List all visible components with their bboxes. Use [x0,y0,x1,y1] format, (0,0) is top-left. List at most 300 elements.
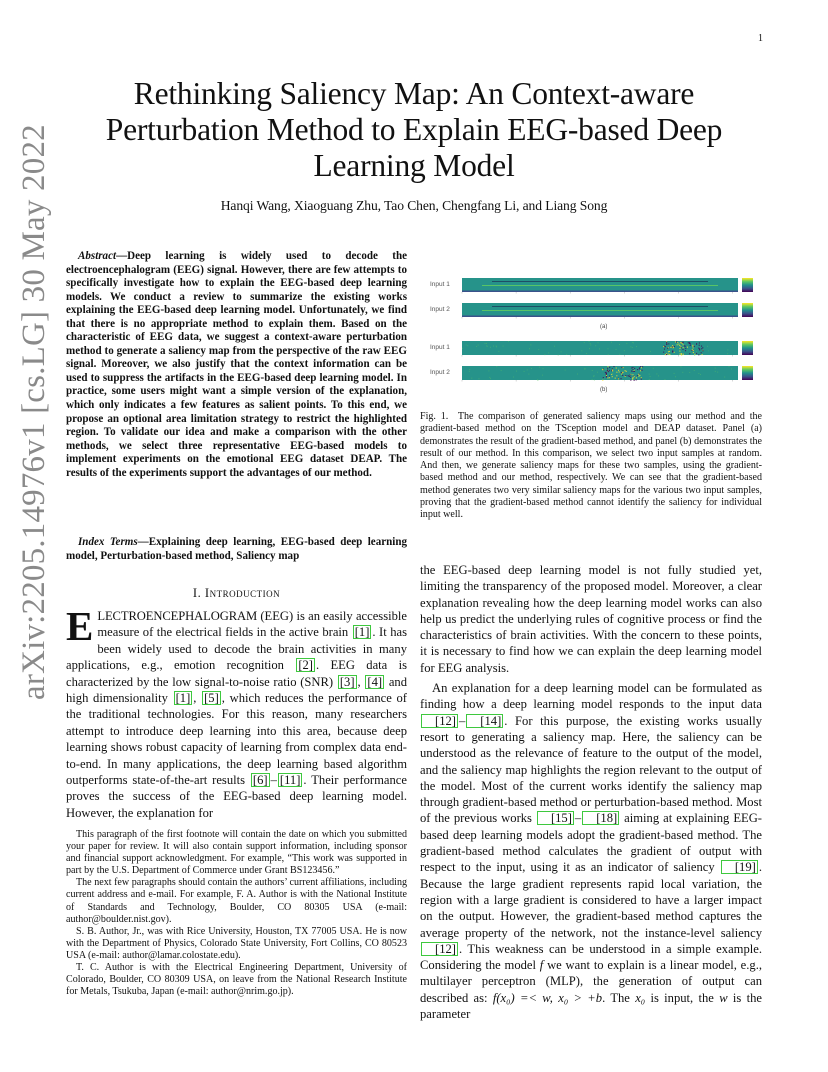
heatmap-pixel [602,369,603,370]
heatmap-pixel [689,353,690,354]
heatmap-pixel [618,378,619,379]
heatmap-pixel [639,368,640,369]
heatmap-pixel [630,374,631,375]
heatmap-pixel [696,352,697,353]
heatmap-pixel [524,371,525,372]
figure-label: Fig. 1. [420,411,449,422]
heatmap-pixel [690,351,691,352]
heatmap-pixel [689,372,690,373]
body-text: . Because the large gradient represents rapid local variation, the region with a large gradient is considered to have a larger impact on the output. However, the gradient-based method captures the average property of the network, not the instance-level saliency [420,860,762,940]
body-paragraph: the EEG-based deep learning model is not fully studied yet, limiting the transparency of the proposed model. Moreover, a clear explanation revealing how the deep learning model works can also help us predict the underlying rules of cognitive process or find the characteristics of brain activities. With the concern to these points, it is necessary to find how we can explain the deep learning model for EEG analysis. [420,563,762,675]
heatmap-pixel [469,369,470,370]
footnote: T. C. Author is with the Electrical Engineering Department, University of Colorado, Boulder, CO 80309 USA, on leave from the National Research Institute for Metals, Tsukuba, Japan (e-mail: author@nrim.go.jp). [66,962,407,998]
heatmap-pixel [478,345,479,346]
heatmap-pixel [701,352,702,353]
heatmap-pixel [577,374,578,375]
body-text: is the parameter [420,990,762,1022]
heatmap-pixel [679,354,680,355]
citation-link[interactable]: [12] [421,714,458,728]
heatmap-pixel [649,379,650,380]
heatmap-pixel [592,379,593,380]
heatmap-pixel [467,345,468,346]
heatmap-pixel [637,369,638,370]
heatmap-pixel [593,376,594,377]
heatmap-pixel [613,366,614,367]
heatmap-pixel [669,351,670,352]
heatmap-pixel [638,374,639,375]
heatmap-pixel [622,372,623,373]
heatmap-pixel [626,371,627,372]
heatmap-pixel [639,376,640,377]
heatmap-pixel [682,342,683,343]
heatmap-pixel [663,346,664,347]
heatmap-pixel [586,353,587,354]
heatmap-pixel [548,352,549,353]
heatmap-pixel [693,352,694,353]
heatmap-pixel [632,369,633,370]
heatmap-pixel [621,372,622,373]
heatmap-pixel [611,374,612,375]
heatmap-pixel [634,380,635,381]
heatmap-pixel [631,367,632,368]
footnote: S. B. Author, Jr., was with Rice University, Houston, TX 77005 USA. He is now with the Department of Physics, Colorado State University, Fort Collins, CO 80523 USA (e-mail: author@lamar.colostate.edu). [66,925,407,961]
heatmap-pixel [668,343,669,344]
intro-text: , which reduces the performance of the traditional technologies. For this reason, many researchers attempt to introduce deep learning into this area, because deep learning shows robust capacity of learning from complex data end-to-end. In many applications, the deep learning based algorithm outperforms state-of-the-art results [66,691,407,788]
citation-link[interactable]: [2] [298,658,313,673]
heatmap-pixel [690,345,691,346]
citation-link[interactable]: [4] [367,674,383,689]
heatmap-pixel [699,345,700,346]
heatmap-pixel [612,368,613,369]
heatmap-pixel [674,352,675,353]
heatmap-pixel [674,373,675,374]
heatmap-pixel [636,379,637,380]
heatmap-pixel [618,370,619,371]
heatmap-pixel [590,345,591,346]
heatmap-pixel [543,368,544,369]
heatmap-pixel [594,380,595,381]
heatmap-pixel [589,348,590,349]
body-text: An explanation for a deep learning model can be formulated as finding how a deep learning model responds to the input data [420,681,762,712]
heatmap-pixel [727,353,728,354]
body-paragraph [420,680,762,1022]
heatmap-pixel [496,346,497,347]
heatmap-pixel [641,370,642,371]
heatmap-pixel [692,349,693,350]
heatmap-band [482,285,718,286]
heatmap-pixel [681,355,682,356]
colorbar [742,341,753,355]
heatmap-pixel [530,344,531,345]
heatmap-pixel [496,346,497,347]
heatmap-pixel [619,344,620,345]
heatmap-pixel [717,372,718,373]
heatmap-pixel [687,347,688,348]
index-terms-label: Index Terms [78,536,138,548]
intro-text: and high dimensionality [66,674,407,706]
intro-text: , [357,674,365,689]
heatmap-pixel [496,366,497,367]
heatmap-pixel [636,346,637,347]
heatmap-pixel [640,366,641,367]
heatmap-pixel [666,344,667,345]
heatmap-pixel [670,347,671,348]
heatmap-pixel [636,377,637,378]
heatmap-pixel [479,378,480,379]
heatmap-pixel [731,368,732,369]
page-number: 1 [758,33,763,44]
heatmap-pixel [619,354,620,355]
heatmap-pixel [650,376,651,377]
heatmap-pixel [668,351,669,352]
heatmap-pixel [637,375,638,376]
heatmap-pixel [585,368,586,369]
citation-link[interactable]: [15] [537,811,574,825]
heatmap-pixel [630,346,631,347]
heatmap-pixel [608,371,609,372]
heatmap-pixel [592,370,593,371]
heatmap-pixel [501,370,502,371]
heatmap-pixel [616,349,617,350]
body-text: we want to explain is a linear model, e.g., multilayer perceptron (MLP), the generation of output can described as: [420,958,762,1005]
math-inline: x₀ [635,990,646,1005]
heatmap-pixel [618,369,619,370]
abstract [66,250,407,480]
heatmap-pixel [584,342,585,343]
heatmap-pixel [634,370,635,371]
heatmap-pixel [684,345,685,346]
intro-text: . Their performance proves the success of the EEG-based deep learning model. However, the explanation for [66,773,407,820]
heatmap-pixel [607,370,608,371]
heatmap-pixel [641,379,642,380]
index-terms-text: Explaining deep learning, EEG-based deep learning model, Perturbation-based method, Saliency map [66,536,408,562]
heatmap-pixel [650,351,651,352]
heatmap-pixel [606,375,607,376]
heatmap-pixel [581,350,582,351]
heatmap-pixel [672,350,673,351]
heatmap-pixel [626,343,627,344]
heatmap-pixel [715,368,716,369]
saliency-heatmaps [424,272,780,400]
heatmap-pixel [687,350,688,351]
heatmap-pixel [489,377,490,378]
heatmap-pixel [603,377,604,378]
heatmap-pixel [701,346,702,347]
section-number: I. [192,586,202,600]
heatmap-pixel [698,373,699,374]
abstract-label: Abstract [78,250,117,262]
heatmap-pixel [653,368,654,369]
heatmap-pixel [612,376,613,377]
heatmap-pixel [639,375,640,376]
heatmap-pixel [715,371,716,372]
heatmap-pixel [702,354,703,355]
heatmap-pixel [538,349,539,350]
heatmap-pixel [640,370,641,371]
heatmap-pixel [685,350,686,351]
paper-title [60,76,768,184]
heatmap-pixel [611,342,612,343]
heatmap-pixel [680,342,681,343]
title-line: Rethinking Saliency Map: An Context-aware [133,76,695,111]
heatmap-pixel [694,346,695,347]
heatmap-pixel [658,375,659,376]
heatmap-pixel [621,367,622,368]
heatmap-pixel [589,341,590,342]
heatmap-pixel [590,343,591,344]
heatmap-pixel [690,343,691,344]
heatmap-pixel [683,354,684,355]
heatmap-pixel [633,377,634,378]
heatmap-pixel [633,371,634,372]
heatmap-pixel [621,373,622,374]
heatmap-pixel [677,342,678,343]
heatmap-pixel [685,348,686,349]
citation-link[interactable]: [6] [252,773,268,788]
heatmap-pixel [667,348,668,349]
index-terms-dash: — [137,536,149,548]
body-text-right [420,562,762,1022]
heatmap-pixel [699,349,700,350]
heatmap-pixel [668,354,669,355]
heatmap-pixel [542,375,543,376]
heatmap-strip [462,366,738,380]
heatmap-pixel [608,354,609,355]
drop-cap: E [66,603,94,649]
heatmap-pixel [612,369,613,370]
heatmap-pixel [485,343,486,344]
heatmap-pixel [609,375,610,376]
body-text: – [458,713,466,728]
heatmap-pixel [634,368,635,369]
heatmap-pixel [688,342,689,343]
intro-text: , [193,691,202,706]
heatmap-pixel [701,348,702,349]
heatmap-pixel [598,342,599,343]
heatmap-pixel [616,372,617,373]
heatmap-pixel [679,345,680,346]
heatmap-pixel [724,377,725,378]
heatmap-pixel [682,349,683,350]
math-inline: w [719,990,728,1005]
heatmap-pixel [622,375,623,376]
math-inline: f(x₀) =< w, x₀ > +b [492,990,603,1005]
heatmap-pixel [486,343,487,344]
heatmap-pixel [682,372,683,373]
heatmap-pixel [630,380,631,381]
heatmap-pixel [508,341,509,342]
heatmap-pixel [694,370,695,371]
heatmap-pixel [694,355,695,356]
citation-link[interactable]: [12] [421,942,458,956]
heatmap-pixel [625,375,626,376]
heatmap-pixel [594,375,595,376]
citation-link[interactable]: [18] [582,811,619,825]
heatmap-pixel [698,354,699,355]
heatmap-pixel [513,377,514,378]
heatmap-pixel [529,348,530,349]
row-label: Input 2 [430,306,450,313]
heatmap-pixel [503,346,504,347]
heatmap-pixel [656,374,657,375]
heatmap-pixel [692,347,693,348]
heatmap-pixel [607,368,608,369]
author-list: Hanqi Wang, Xiaoguang Zhu, Tao Chen, Chengfang Li, and Liang Song [220,198,608,213]
citation-link[interactable]: [19] [721,860,758,874]
heatmap-pixel [633,342,634,343]
arxiv-stamp: arXiv:2205.14976v1 [cs.LG] 30 May 2022 [16,124,52,700]
heatmap-pixel [632,379,633,380]
heatmap-pixel [696,343,697,344]
heatmap-pixel [476,346,477,347]
heatmap-pixel [689,343,690,344]
heatmap-band [482,310,718,311]
footnote: This paragraph of the first footnote will contain the date on which you submitted your paper for review. It will also contain support information, including sponsor and financial support acknowledgment. For example, “This work was supported in part by the U.S. Department of Commerce under Grant BS123456.” [66,829,407,877]
colorbar [742,366,753,380]
heatmap-pixel [606,373,607,374]
heatmap-pixel [663,352,664,353]
math-inline: f [539,958,544,973]
abstract-text: Deep learning is widely used to decode the electroencephalogram (EEG) signal. However, there are few attempts to specifically investigate how to explain the EEG-based deep learning models. We conduct a review to summarize the existing works explaining the EEG-based deep learning model. Unfortunately, we find that there is no appropriate method to explain them. Based on the characteristic of EEG data, we suggest a context-aware perturbation method to generate a saliency map from the perspective of the raw EEG signal. Moreover, we also justify that the context information can be used to suppress the artifacts in the EEG-based deep learning model. In practice, some users might want a simple version of the explanation, which only indicates a few features as salient points. To this end, we propose an optional area limitation strategy to restrict the highlighted region. To validate our idea and make a comparison with the other methods, we select three representative EEG-based models to implement experiments on the emotional EEG dataset DEAP. The results of the experiments support the advantages of our method. [66,250,407,479]
title-line: Perturbation Method to Explain EEG-based Deep [105,112,723,147]
footnotes [66,829,407,998]
heatmap-pixel [665,354,666,355]
heatmap-pixel [700,374,701,375]
heatmap-pixel [666,342,667,343]
heatmap-pixel [554,346,555,347]
heatmap-pixel [641,377,642,378]
heatmap-pixel [693,350,694,351]
intro-text: (EEG) is an easily accessible measure of the electrical fields in the active brain [97,609,407,640]
heatmap-pixel [632,374,633,375]
heatmap-pixel [678,345,679,346]
heatmap-pixel [599,348,600,349]
heatmap-pixel [466,344,467,345]
heatmap-pixel [641,367,642,368]
heatmap-pixel [528,374,529,375]
heatmap-pixel [675,376,676,377]
heatmap-pixel [692,346,693,347]
heatmap-pixel [469,371,470,372]
heatmap-pixel [565,370,566,371]
section-heading [66,586,407,601]
heatmap-pixel [539,367,540,368]
row-label: Input 1 [430,281,450,288]
heatmap-band [492,306,708,307]
heatmap-pixel [680,366,681,367]
heatmap-pixel [544,354,545,355]
heatmap-pixel [498,351,499,352]
heatmap-pixel [681,353,682,354]
heatmap-pixel [516,371,517,372]
heatmap-pixel [595,345,596,346]
heatmap-pixel [679,348,680,349]
heatmap-pixel [607,366,608,367]
figure-caption-text: The comparison of generated saliency maps using our method and the gradient-based method on the TSception model and DEAP dataset. Panel (a) demonstrates the result of the gradient-based method, and panel (b) demonstrates the result of our method. In this comparison, we select two input samples at random. And then, we generate saliency maps for these two samples, using the gradient-based method and our method, respectively. We can see that the gradient-based method generates two very similar saliency maps for the various two input samples, proving that the gradient-based method cannot identify the saliency for individual input well. [420,411,763,521]
heatmap-pixel [625,370,626,371]
heatmap-pixel [634,376,635,377]
citation-link[interactable]: [5] [204,691,219,706]
heatmap-pixel [608,348,609,349]
heatmap-pixel [672,351,673,352]
heatmap-pixel [632,347,633,348]
body-text: aiming at explaining EEG-based deep learning models adopt the gradient-based method. The gradient-based method calculates the gradient of output with respect to the input, using it as an indicator of saliency [420,811,763,875]
abstract-dash: — [116,250,128,262]
heatmap-band [462,291,738,293]
heatmap-pixel [678,344,679,345]
title-line: Learning Model [313,148,515,183]
heatmap-pixel [642,366,643,367]
heatmap-pixel [471,378,472,379]
heatmap-pixel [632,342,633,343]
heatmap-pixel [708,350,709,351]
heatmap-pixel [462,348,463,349]
heatmap-pixel [490,378,491,379]
heatmap-pixel [675,341,676,342]
citation-link[interactable]: [14] [466,714,503,728]
heatmap-pixel [597,372,598,373]
body-text: – [574,811,582,826]
body-text: . The [602,990,636,1005]
heatmap-pixel [630,377,631,378]
heatmap-pixel [639,367,640,368]
intro-text: . EEG data is characterized by the low signal-to-noise ratio (SNR) [66,658,408,689]
citation-link[interactable]: [3] [339,674,355,689]
heatmap-pixel [606,376,607,377]
intro-caps: LECTROENCEPHALOGRAM [97,609,258,623]
citation-link[interactable]: [1] [354,625,370,640]
heatmap-pixel [649,374,650,375]
heatmap-pixel [584,368,585,369]
heatmap-pixel [566,354,567,355]
heatmap-pixel [628,375,629,376]
heatmap-pixel [729,366,730,367]
body-text: . For this purpose, the existing works usually resort to generating a saliency map. Here, the saliency can be understood as the relevance of feature to the output of the model, and the saliency map highlights the region relevant to the output of the model. Most of the current works identify the saliency map through gradient-based method or perturbation-based method. Most of the previous works [420,713,762,826]
heatmap-pixel [672,345,673,346]
heatmap-pixel [682,344,683,345]
heatmap-pixel [632,367,633,368]
heatmap-pixel [692,345,693,346]
figure-1 [424,272,780,400]
heatmap-pixel [490,347,491,348]
row-label: Input 2 [430,369,450,376]
heatmap-pixel [561,351,562,352]
heatmap-pixel [612,370,613,371]
citation-link[interactable]: [1] [175,691,191,706]
heatmap-pixel [694,354,695,355]
heatmap-pixel [605,369,606,370]
heatmap-pixel [616,375,617,376]
heatmap-pixel [615,378,616,379]
citation-link[interactable]: [11] [279,773,301,788]
heatmap-pixel [607,377,608,378]
heatmap-pixel [487,346,488,347]
heatmap-pixel [624,350,625,351]
heatmap-pixel [665,346,666,347]
heatmap-pixel [616,367,617,368]
heatmap-band [492,281,708,282]
heatmap-pixel [680,351,681,352]
figure-caption [420,411,762,522]
heatmap-pixel [665,379,666,380]
intro-text: . It has been widely used to decode the brain activities in many applications, e.g., emotion recognition [66,625,407,673]
heatmap-pixel [702,347,703,348]
heatmap-pixel [527,369,528,370]
heatmap-pixel [676,341,677,342]
section-title: Introduction [204,586,281,600]
heatmap-pixel [605,372,606,373]
heatmap-pixel [672,346,673,347]
